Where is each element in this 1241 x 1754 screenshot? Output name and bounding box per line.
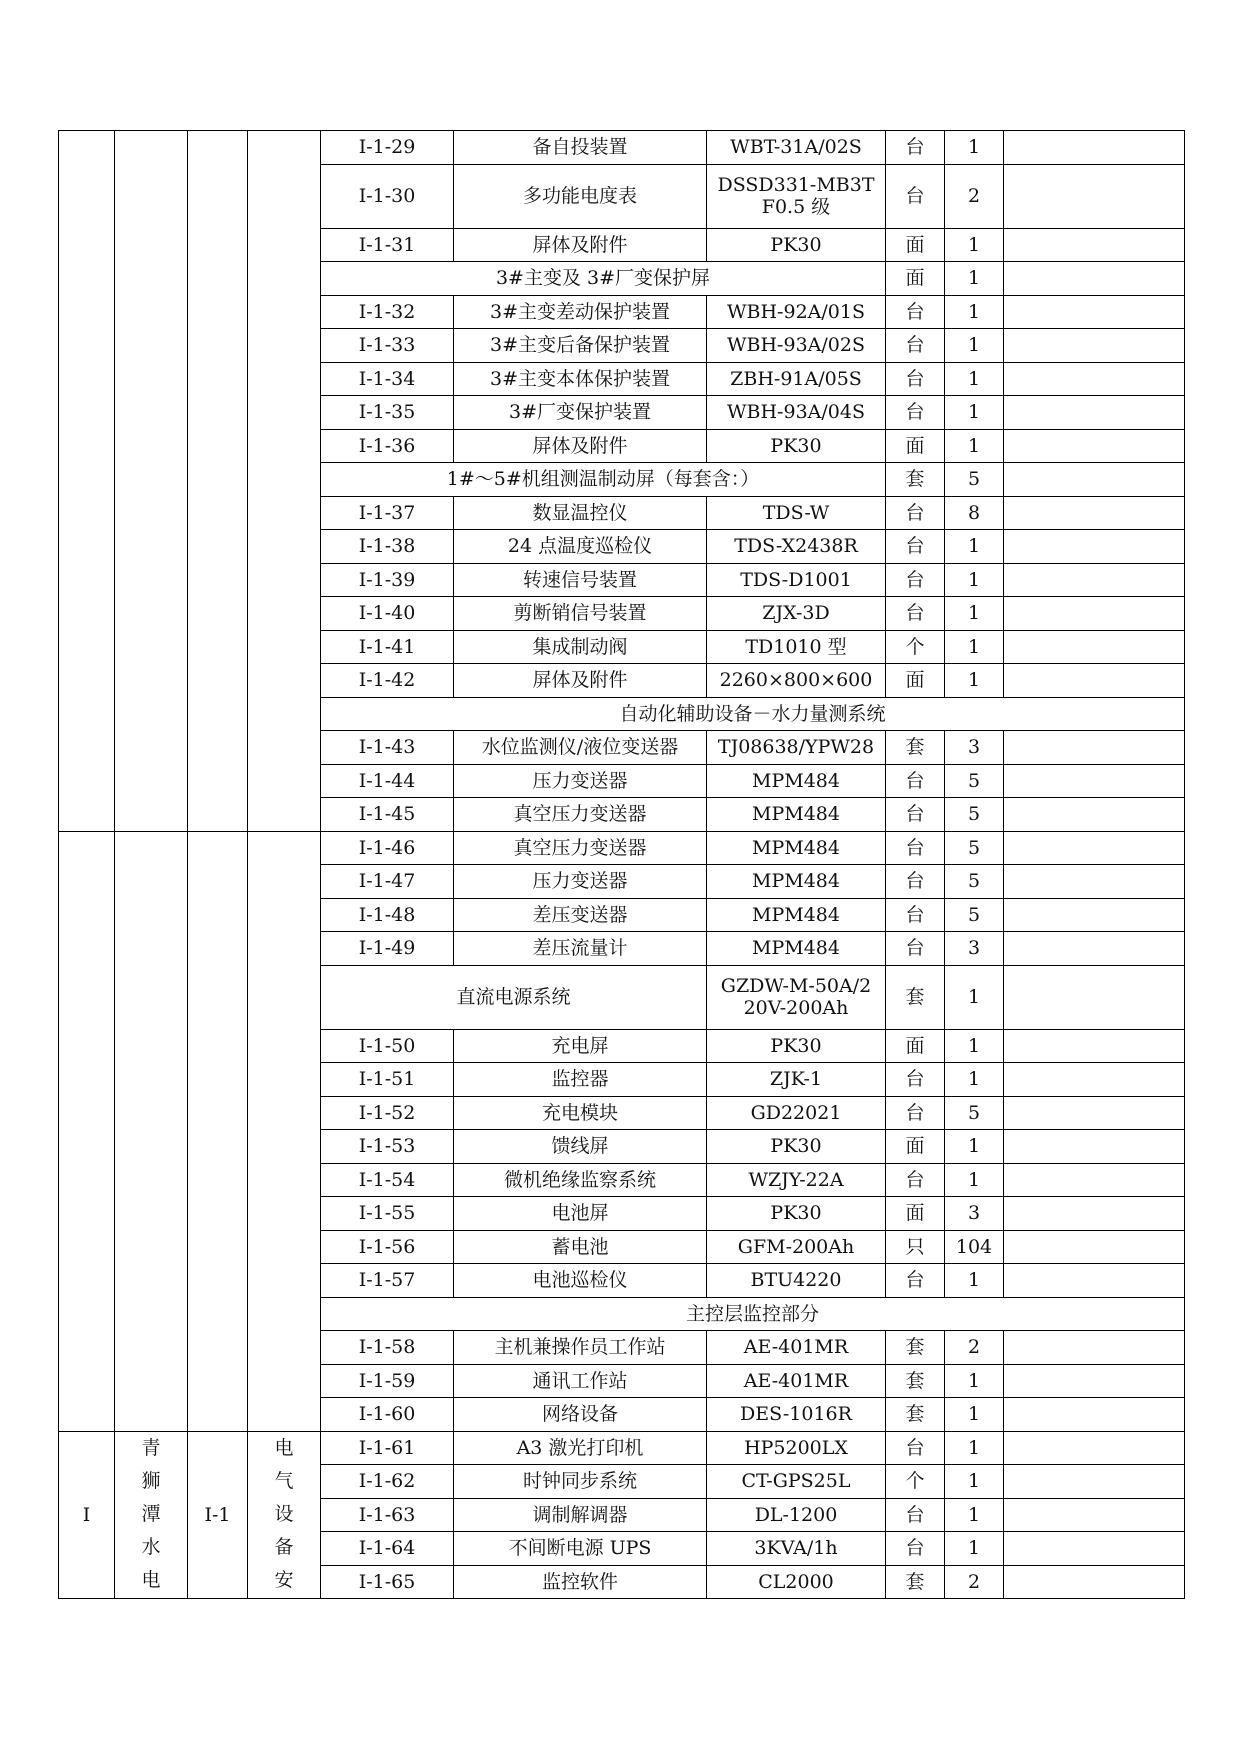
- qty-cell: 104: [945, 1230, 1004, 1264]
- qty-cell: 1: [945, 1532, 1004, 1566]
- qty-cell: 1: [945, 1063, 1004, 1097]
- item-code-cell: I-1-39: [321, 563, 454, 597]
- qty-cell: 1: [945, 1029, 1004, 1063]
- unit-cell: 台: [886, 530, 945, 564]
- item-code-cell: I-1-57: [321, 1264, 454, 1298]
- note-cell: [1004, 1364, 1185, 1398]
- project-name-cell-char: 潭: [141, 1503, 161, 1526]
- note-cell: [1004, 1096, 1185, 1130]
- note-cell: [1004, 496, 1185, 530]
- unit-cell: 台: [886, 932, 945, 966]
- model-cell: ZJK-1: [707, 1063, 886, 1097]
- qty-cell: 1: [945, 630, 1004, 664]
- note-cell: [1004, 463, 1185, 497]
- note-cell: [1004, 1264, 1185, 1298]
- item-code-cell: I-1-34: [321, 362, 454, 396]
- item-name-cell: 电池屏: [454, 1197, 707, 1231]
- note-cell: [1004, 362, 1185, 396]
- model-cell: PK30: [707, 429, 886, 463]
- item-code-cell: I-1-51: [321, 1063, 454, 1097]
- item-name-cell: 备自投装置: [454, 131, 707, 165]
- item-code-cell: I-1-59: [321, 1364, 454, 1398]
- note-cell: [1004, 329, 1185, 363]
- note-cell: [1004, 1465, 1185, 1499]
- unit-cell: 台: [886, 496, 945, 530]
- qty-cell: 1: [945, 429, 1004, 463]
- unit-cell: 面: [886, 1197, 945, 1231]
- item-name-cell: 集成制动阀: [454, 630, 707, 664]
- group-heading: 1#～5#机组测温制动屏（每套含：）: [321, 463, 886, 497]
- qty-cell: 1: [945, 1498, 1004, 1532]
- unit-cell: 套: [886, 1398, 945, 1432]
- unit-cell: 台: [886, 865, 945, 899]
- unit-cell: 台: [886, 898, 945, 932]
- model-cell: PK30: [707, 228, 886, 262]
- qty-cell: 2: [945, 1565, 1004, 1599]
- note-cell: [1004, 630, 1185, 664]
- section-name-cell-char: 气: [274, 1470, 294, 1493]
- note-cell: [1004, 1431, 1185, 1465]
- item-code-cell: I-1-43: [321, 731, 454, 765]
- item-code-cell: I-1-45: [321, 798, 454, 832]
- qty-cell: 1: [945, 1364, 1004, 1398]
- item-name-cell: 水位监测仪/液位变送器: [454, 731, 707, 765]
- note-cell: [1004, 764, 1185, 798]
- category-cell: [59, 831, 115, 1431]
- item-code-cell: I-1-40: [321, 597, 454, 631]
- note-cell: [1004, 396, 1185, 430]
- item-code-cell: I-1-61: [321, 1431, 454, 1465]
- model-cell: AE-401MR: [707, 1364, 886, 1398]
- unit-cell: 台: [886, 1264, 945, 1298]
- qty-cell: 3: [945, 1197, 1004, 1231]
- item-name-cell: 剪断销信号装置: [454, 597, 707, 631]
- note-cell: [1004, 731, 1185, 765]
- item-code-cell: I-1-62: [321, 1465, 454, 1499]
- note-cell: [1004, 597, 1185, 631]
- section-name-cell: [248, 1431, 321, 1599]
- model-cell: HP5200LX: [707, 1431, 886, 1465]
- qty-cell: 1: [945, 530, 1004, 564]
- item-name-cell: 监控软件: [454, 1565, 707, 1599]
- table-row: [59, 1431, 1185, 1465]
- note-cell: [1004, 228, 1185, 262]
- qty-cell: 1: [945, 295, 1004, 329]
- unit-cell: 面: [886, 429, 945, 463]
- model-cell: DL-1200: [707, 1498, 886, 1532]
- note-cell: [1004, 1532, 1185, 1566]
- note-cell: [1004, 1498, 1185, 1532]
- table-row: [59, 831, 1185, 865]
- unit-cell: 台: [886, 1498, 945, 1532]
- item-name-cell: 通讯工作站: [454, 1364, 707, 1398]
- unit-cell: 台: [886, 362, 945, 396]
- item-name-cell: 3#主变本体保护装置: [454, 362, 707, 396]
- item-code-cell: I-1-42: [321, 664, 454, 698]
- model-cell: MPM484: [707, 932, 886, 966]
- project-name-cell-char: 青: [141, 1437, 161, 1460]
- unit-cell: 台: [886, 131, 945, 165]
- unit-cell: 台: [886, 295, 945, 329]
- section-name-cell-char: 备: [274, 1536, 294, 1559]
- model-cell: MPM484: [707, 764, 886, 798]
- unit-cell: 面: [886, 664, 945, 698]
- item-name-cell: 监控器: [454, 1063, 707, 1097]
- item-name-cell: 时钟同步系统: [454, 1465, 707, 1499]
- unit-cell: 套: [886, 1331, 945, 1365]
- qty-cell: 3: [945, 731, 1004, 765]
- unit-cell: 台: [886, 831, 945, 865]
- qty-cell: 1: [945, 1465, 1004, 1499]
- unit-cell: 台: [886, 563, 945, 597]
- unit-cell: 台: [886, 1532, 945, 1566]
- unit-cell: 台: [886, 1096, 945, 1130]
- item-name-cell: 网络设备: [454, 1398, 707, 1432]
- unit-cell: 面: [886, 228, 945, 262]
- model-cell: TDS-D1001: [707, 563, 886, 597]
- equipment-table: [58, 130, 1185, 1599]
- item-name-cell: A3 激光打印机: [454, 1431, 707, 1465]
- item-name-cell: 馈线屏: [454, 1130, 707, 1164]
- item-name-cell: 不间断电源 UPS: [454, 1532, 707, 1566]
- note-cell: [1004, 1029, 1185, 1063]
- qty-cell: 2: [945, 1331, 1004, 1365]
- section-heading: 主控层监控部分: [321, 1297, 1185, 1331]
- item-code-cell: I-1-63: [321, 1498, 454, 1532]
- qty-cell: 1: [945, 563, 1004, 597]
- model-cell: CT-GPS25L: [707, 1465, 886, 1499]
- project-name-cell-char: 狮: [141, 1470, 161, 1493]
- item-name-cell: 电池巡检仪: [454, 1264, 707, 1298]
- model-cell: MPM484: [707, 898, 886, 932]
- model-cell: PK30: [707, 1197, 886, 1231]
- section-code-cell: [188, 131, 248, 832]
- qty-cell: 5: [945, 898, 1004, 932]
- qty-cell: 1: [945, 228, 1004, 262]
- qty-cell: 1: [945, 1130, 1004, 1164]
- model-cell: MPM484: [707, 798, 886, 832]
- model-cell: GD22021: [707, 1096, 886, 1130]
- note-cell: [1004, 831, 1185, 865]
- note-cell: [1004, 1331, 1185, 1365]
- model-cell: TJ08638/YPW28: [707, 731, 886, 765]
- equipment-table-body: [59, 131, 1185, 1599]
- section-code-cell: I-1: [188, 1431, 248, 1599]
- project-name-cell: [115, 1431, 188, 1599]
- section-name-cell-char: 设: [274, 1503, 294, 1526]
- unit-cell: 套: [886, 463, 945, 497]
- item-code-cell: I-1-52: [321, 1096, 454, 1130]
- project-name-cell-char: 电: [141, 1569, 161, 1592]
- unit-cell: 台: [886, 164, 945, 228]
- model-cell: ZJX-3D: [707, 597, 886, 631]
- model-cell: DSSD331-MB3T F0.5 级: [707, 164, 886, 228]
- note-cell: [1004, 1197, 1185, 1231]
- model-cell: TD1010 型: [707, 630, 886, 664]
- unit-cell: 台: [886, 798, 945, 832]
- section-name-cell-char: 安: [274, 1569, 294, 1592]
- item-name-cell: 3#主变差动保护装置: [454, 295, 707, 329]
- item-name-cell: 压力变送器: [454, 865, 707, 899]
- unit-cell: 套: [886, 731, 945, 765]
- item-name-cell: 屏体及附件: [454, 228, 707, 262]
- model-cell: 3KVA/1h: [707, 1532, 886, 1566]
- qty-cell: 1: [945, 1431, 1004, 1465]
- item-name-cell: 压力变送器: [454, 764, 707, 798]
- item-code-cell: I-1-65: [321, 1565, 454, 1599]
- model-cell: BTU4220: [707, 1264, 886, 1298]
- group-heading: 3#主变及 3#厂变保护屏: [321, 262, 886, 296]
- qty-cell: 5: [945, 831, 1004, 865]
- qty-cell: 5: [945, 463, 1004, 497]
- section-name-cell: [248, 131, 321, 832]
- item-code-cell: I-1-64: [321, 1532, 454, 1566]
- qty-cell: 5: [945, 798, 1004, 832]
- note-cell: [1004, 798, 1185, 832]
- table-row: [59, 131, 1185, 165]
- qty-cell: 1: [945, 329, 1004, 363]
- item-code-cell: I-1-55: [321, 1197, 454, 1231]
- qty-cell: 1: [945, 262, 1004, 296]
- note-cell: [1004, 1063, 1185, 1097]
- item-code-cell: I-1-38: [321, 530, 454, 564]
- qty-cell: 5: [945, 865, 1004, 899]
- unit-cell: 面: [886, 1029, 945, 1063]
- item-name-cell: 微机绝缘监察系统: [454, 1163, 707, 1197]
- unit-cell: 台: [886, 329, 945, 363]
- unit-cell: 台: [886, 764, 945, 798]
- note-cell: [1004, 965, 1185, 1029]
- group-heading: 直流电源系统: [321, 965, 707, 1029]
- model-cell: MPM484: [707, 865, 886, 899]
- project-name-cell-char: 水: [141, 1536, 161, 1559]
- note-cell: [1004, 1163, 1185, 1197]
- qty-cell: 5: [945, 1096, 1004, 1130]
- model-cell: 2260×800×600: [707, 664, 886, 698]
- model-cell: DES-1016R: [707, 1398, 886, 1432]
- qty-cell: 1: [945, 1264, 1004, 1298]
- item-code-cell: I-1-56: [321, 1230, 454, 1264]
- unit-cell: 只: [886, 1230, 945, 1264]
- qty-cell: 1: [945, 1163, 1004, 1197]
- category-cell: [59, 131, 115, 832]
- note-cell: [1004, 131, 1185, 165]
- item-code-cell: I-1-36: [321, 429, 454, 463]
- item-code-cell: I-1-49: [321, 932, 454, 966]
- item-code-cell: I-1-37: [321, 496, 454, 530]
- item-code-cell: I-1-60: [321, 1398, 454, 1432]
- item-code-cell: I-1-31: [321, 228, 454, 262]
- note-cell: [1004, 563, 1185, 597]
- model-cell: TDS-W: [707, 496, 886, 530]
- model-cell: WBT-31A/02S: [707, 131, 886, 165]
- qty-cell: 3: [945, 932, 1004, 966]
- qty-cell: 1: [945, 597, 1004, 631]
- item-name-cell: 3#主变后备保护装置: [454, 329, 707, 363]
- unit-cell: 套: [886, 1364, 945, 1398]
- note-cell: [1004, 865, 1185, 899]
- item-name-cell: 差压变送器: [454, 898, 707, 932]
- item-name-cell: 多功能电度表: [454, 164, 707, 228]
- item-name-cell: 数显温控仪: [454, 496, 707, 530]
- item-name-cell: 24 点温度巡检仪: [454, 530, 707, 564]
- note-cell: [1004, 1130, 1185, 1164]
- unit-cell: 台: [886, 396, 945, 430]
- note-cell: [1004, 1398, 1185, 1432]
- category-cell: I: [59, 1431, 115, 1599]
- model-cell: CL2000: [707, 1565, 886, 1599]
- model-cell: WBH-93A/02S: [707, 329, 886, 363]
- note-cell: [1004, 1230, 1185, 1264]
- qty-cell: 8: [945, 496, 1004, 530]
- item-code-cell: I-1-48: [321, 898, 454, 932]
- item-name-cell: 屏体及附件: [454, 664, 707, 698]
- note-cell: [1004, 530, 1185, 564]
- model-cell: ZBH-91A/05S: [707, 362, 886, 396]
- item-name-cell: 差压流量计: [454, 932, 707, 966]
- item-code-cell: I-1-29: [321, 131, 454, 165]
- unit-cell: 台: [886, 1063, 945, 1097]
- section-heading: 自动化辅助设备－水力量测系统: [321, 697, 1185, 731]
- note-cell: [1004, 429, 1185, 463]
- item-code-cell: I-1-33: [321, 329, 454, 363]
- section-code-cell: [188, 831, 248, 1431]
- model-cell: GFM-200Ah: [707, 1230, 886, 1264]
- model-cell: TDS-X2438R: [707, 530, 886, 564]
- item-name-cell: 真空压力变送器: [454, 831, 707, 865]
- unit-cell: 套: [886, 1565, 945, 1599]
- note-cell: [1004, 932, 1185, 966]
- unit-cell: 面: [886, 1130, 945, 1164]
- item-name-cell: 充电屏: [454, 1029, 707, 1063]
- model-cell: PK30: [707, 1029, 886, 1063]
- item-code-cell: I-1-46: [321, 831, 454, 865]
- item-code-cell: I-1-53: [321, 1130, 454, 1164]
- qty-cell: 1: [945, 131, 1004, 165]
- note-cell: [1004, 664, 1185, 698]
- qty-cell: 1: [945, 362, 1004, 396]
- unit-cell: 台: [886, 1431, 945, 1465]
- model-cell: WZJY-22A: [707, 1163, 886, 1197]
- model-cell: MPM484: [707, 831, 886, 865]
- unit-cell: 个: [886, 630, 945, 664]
- project-name-cell: [115, 831, 188, 1431]
- model-cell: GZDW-M-50A/2 20V-200Ah: [707, 965, 886, 1029]
- item-name-cell: 蓄电池: [454, 1230, 707, 1264]
- note-cell: [1004, 1565, 1185, 1599]
- model-cell: AE-401MR: [707, 1331, 886, 1365]
- item-code-cell: I-1-32: [321, 295, 454, 329]
- model-cell: PK30: [707, 1130, 886, 1164]
- qty-cell: 1: [945, 1398, 1004, 1432]
- item-code-cell: I-1-50: [321, 1029, 454, 1063]
- item-name-cell: 主机兼操作员工作站: [454, 1331, 707, 1365]
- item-code-cell: I-1-44: [321, 764, 454, 798]
- unit-cell: 台: [886, 1163, 945, 1197]
- section-name-cell-char: 电: [274, 1437, 294, 1460]
- model-cell: WBH-93A/04S: [707, 396, 886, 430]
- qty-cell: 1: [945, 965, 1004, 1029]
- unit-cell: 个: [886, 1465, 945, 1499]
- item-code-cell: I-1-30: [321, 164, 454, 228]
- unit-cell: 台: [886, 597, 945, 631]
- item-name-cell: 转速信号装置: [454, 563, 707, 597]
- item-code-cell: I-1-41: [321, 630, 454, 664]
- item-code-cell: I-1-58: [321, 1331, 454, 1365]
- note-cell: [1004, 295, 1185, 329]
- item-name-cell: 真空压力变送器: [454, 798, 707, 832]
- qty-cell: 1: [945, 396, 1004, 430]
- note-cell: [1004, 164, 1185, 228]
- item-code-cell: I-1-54: [321, 1163, 454, 1197]
- item-name-cell: 充电模块: [454, 1096, 707, 1130]
- model-cell: WBH-92A/01S: [707, 295, 886, 329]
- item-code-cell: I-1-47: [321, 865, 454, 899]
- item-name-cell: 调制解调器: [454, 1498, 707, 1532]
- unit-cell: 面: [886, 262, 945, 296]
- project-name-cell: [115, 131, 188, 832]
- item-code-cell: I-1-35: [321, 396, 454, 430]
- qty-cell: 2: [945, 164, 1004, 228]
- item-name-cell: 3#厂变保护装置: [454, 396, 707, 430]
- section-name-cell: [248, 831, 321, 1431]
- unit-cell: 套: [886, 965, 945, 1029]
- qty-cell: 5: [945, 764, 1004, 798]
- note-cell: [1004, 262, 1185, 296]
- qty-cell: 1: [945, 664, 1004, 698]
- item-name-cell: 屏体及附件: [454, 429, 707, 463]
- note-cell: [1004, 898, 1185, 932]
